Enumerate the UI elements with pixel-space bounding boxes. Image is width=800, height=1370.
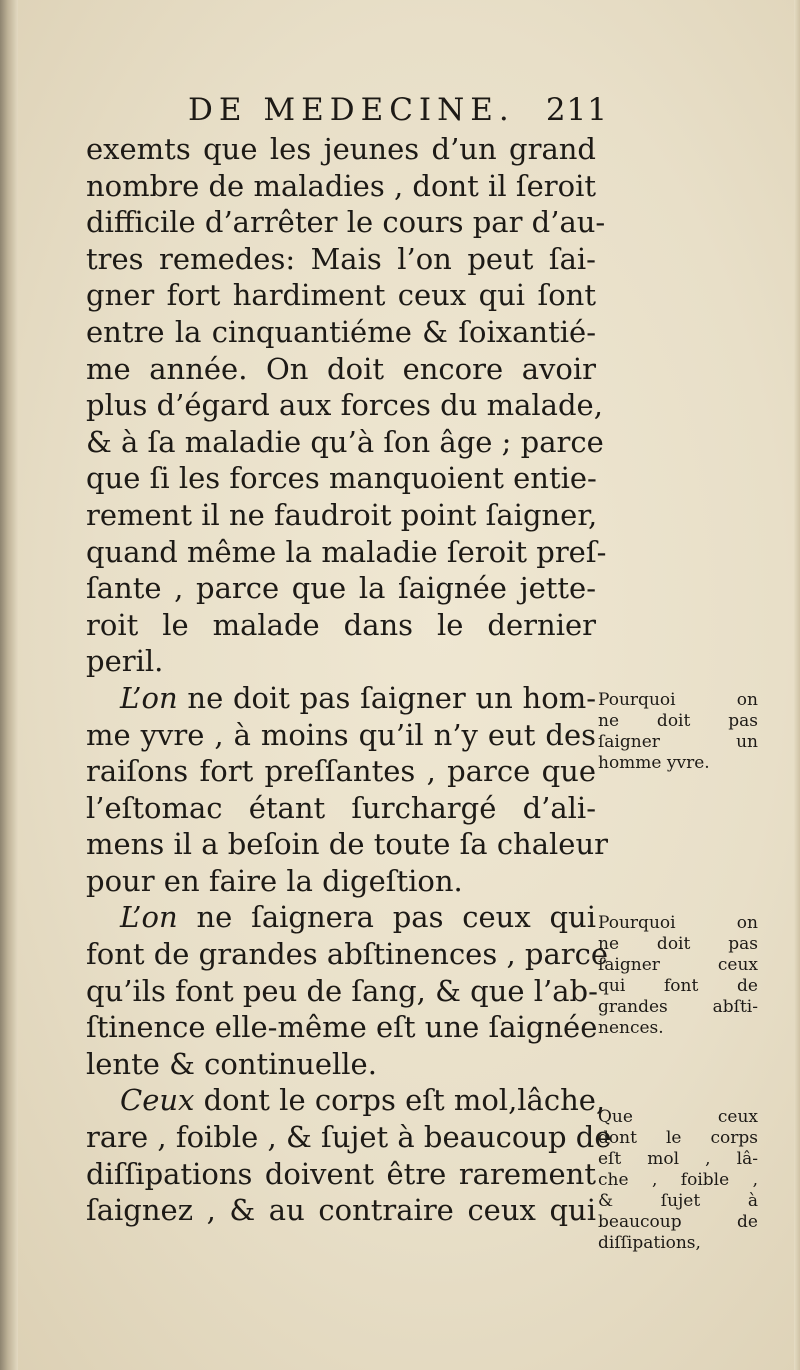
text-line: me année. On doit encore avoir (86, 351, 596, 386)
page-number: 211 (545, 92, 608, 128)
margin-note-line: Pourquoi on (598, 690, 758, 710)
margin-note-line: diſſipations, (598, 1233, 701, 1253)
margin-note-line: ne doit pas (598, 934, 758, 954)
text-line: & à ſa maladie qu’à ſon âge ; parce (86, 424, 604, 459)
margin-note-line: Que ceux (598, 1107, 758, 1127)
margin-note-line: dont le corps (598, 1128, 758, 1148)
margin-note-line: nences. (598, 1018, 664, 1038)
margin-note (598, 690, 758, 774)
margin-note (598, 913, 758, 1039)
text-line: diſſipations doivent être rarement (86, 1156, 596, 1191)
italic-lead-word: Ceux (120, 1083, 195, 1118)
margin-note-line: che , foible , (598, 1170, 758, 1190)
text-line: l’eſtomac étant ſurchargé d’ali- (86, 790, 596, 825)
margin-note-line: qui font de (598, 976, 758, 996)
margin-note-line: ne doit pas (598, 711, 758, 731)
page-gutter (0, 0, 18, 1370)
text-line: exemts que les jeunes d’un grand (86, 132, 596, 166)
page-edge (794, 0, 800, 1370)
margin-note-line: grandes abſti- (598, 997, 758, 1017)
paragraph-start-line: L’on ne doit pas ſaigner un hom- (120, 680, 596, 715)
text-line: difficile d’arrêter le cours par d’au- (86, 205, 606, 240)
text-line: ſtinence elle-même eſt une ſaignée (86, 1010, 598, 1045)
text-line: pour en faire la digeſtion. (86, 863, 463, 898)
body-text (86, 131, 612, 1229)
italic-lead-word: L’on (120, 900, 178, 935)
text-line: quand même la maladie ſeroit preſ- (86, 534, 607, 569)
text-line: raiſons fort preſſantes , parce que (86, 754, 596, 789)
text-line: nombre de maladies , dont il ſeroit (86, 168, 596, 203)
text-line: rare , foible , & ſujet à beaucoup de (86, 1120, 612, 1155)
text-line: entre la cinquantiéme & ſoixantié- (86, 314, 596, 349)
text-line: tres remedes: Mais l’on peut ſai- (86, 241, 596, 276)
margin-note (598, 1107, 758, 1254)
text-line: qu’ils font peu de ſang, & que l’ab- (86, 973, 598, 1008)
margin-note-line: & ſujet à (598, 1191, 758, 1211)
text-line: font de grandes abſtinences , parce (86, 937, 608, 972)
text-line: peril. (86, 644, 164, 679)
italic-lead-word: L’on (120, 680, 178, 715)
margin-note-line: homme yvre. (598, 753, 710, 773)
text-line: me yvre , à moins qu’il n’y eut des (86, 717, 596, 752)
text-line: gner fort hardiment ceux qui ſont (86, 278, 596, 313)
text-line: plus d’égard aux forces du malade, (86, 388, 603, 423)
margin-note-line: beaucoup de (598, 1212, 758, 1232)
text-line: mens il a beſoin de toute ſa chaleur (86, 827, 608, 862)
text-line: ſante , parce que la ſaignée jette- (86, 571, 596, 606)
text-line: que ſi les forces manquoient entie- (86, 461, 597, 496)
text-line: rement il ne faudroit point ſaigner, (86, 497, 598, 532)
running-title: DE MEDECINE. (188, 92, 515, 128)
text-line: roit le malade dans le dernier (86, 607, 596, 642)
margin-note-line: Pourquoi on (598, 913, 758, 933)
paragraph-start-line: Ceux dont le corps eſt mol,lâche, (120, 1083, 606, 1118)
text-line: ſaignez , & au contraire ceux qui (86, 1193, 596, 1228)
margin-note-line: eſt mol , lâ- (598, 1149, 758, 1169)
margin-note-line: ſaigner un (598, 732, 758, 752)
margin-note-line: ſaigner ceux (598, 955, 758, 975)
text-line: lente & continuelle. (86, 1046, 377, 1081)
paragraph-start-line: L’on ne ſaignera pas ceux qui (120, 900, 596, 935)
